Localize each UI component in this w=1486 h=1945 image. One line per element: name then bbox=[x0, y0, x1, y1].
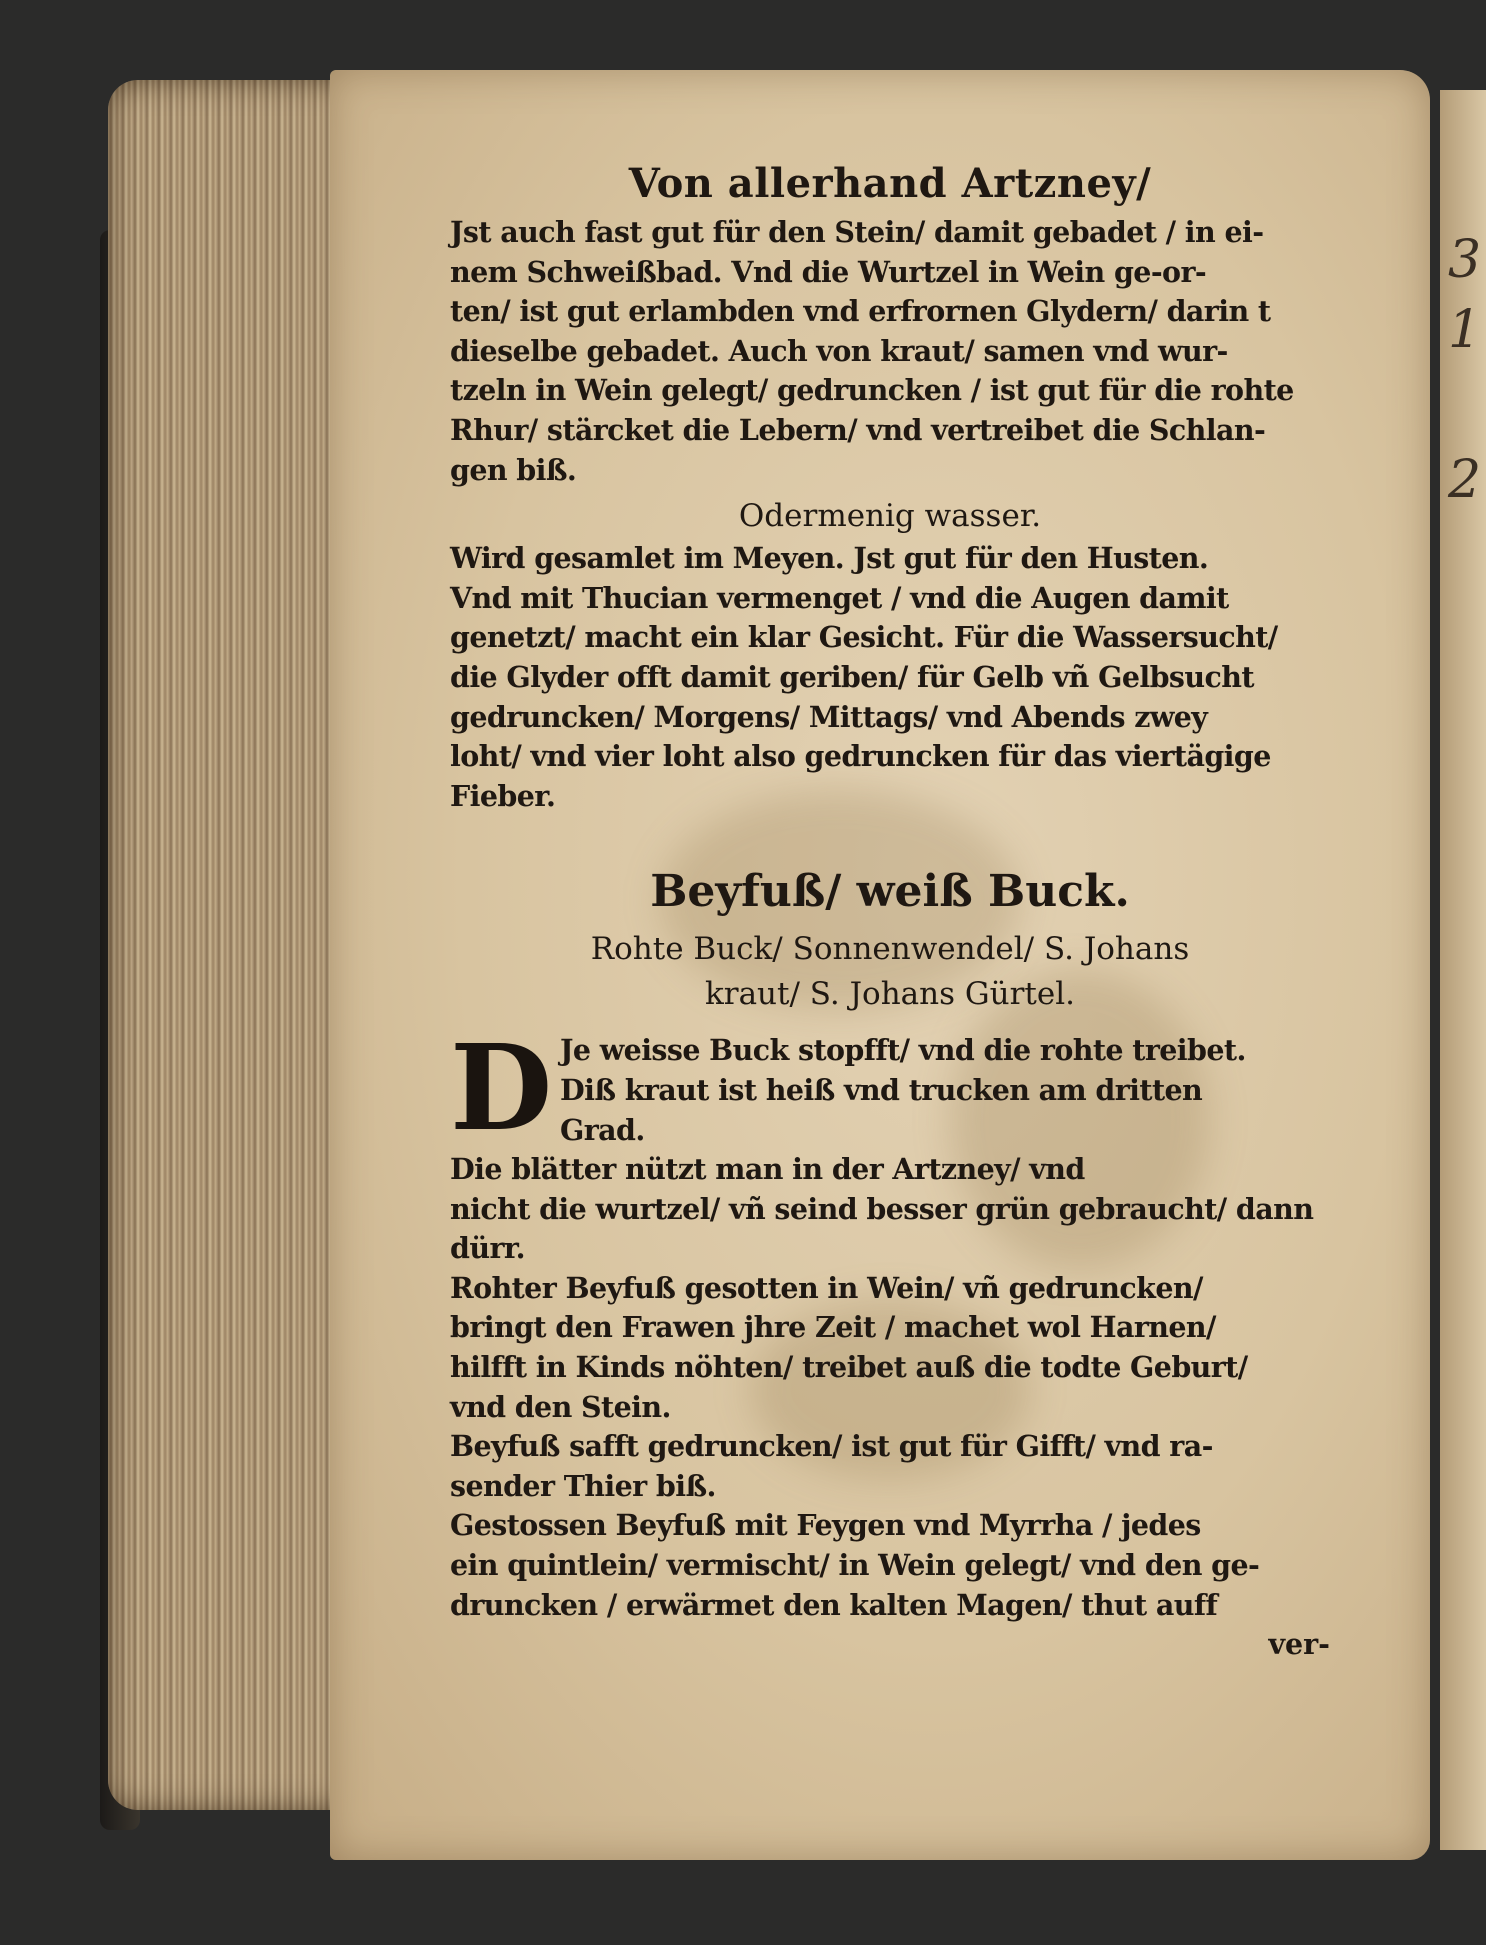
text-line: sender Thier biß. bbox=[450, 1468, 716, 1503]
dropcap-paragraph bbox=[450, 1018, 1330, 1158]
text-line: Grad. bbox=[560, 1112, 645, 1147]
section-3 bbox=[450, 1150, 1330, 1625]
text-line: Rhur/ stärcket die Lebern/ vnd vertreibet die Schlan- bbox=[450, 412, 1266, 447]
text-line: gen biß. bbox=[450, 452, 577, 487]
text-line: vnd den Stein. bbox=[450, 1389, 671, 1424]
text-line: Die blätter nützt man in der Artzney/ vnd bbox=[450, 1152, 1085, 1187]
subheading-odermenig: Odermenig wasser. bbox=[738, 498, 1042, 535]
synonyms-line: kraut/ S. Johans Gürtel. bbox=[704, 976, 1076, 1013]
text-line: Vnd mit Thucian vermenget / vnd die Augen damit bbox=[450, 580, 1229, 615]
drop-cap: D bbox=[450, 1018, 553, 1158]
text-line: Wird gesamlet im Meyen. Jst gut für den Husten. bbox=[450, 541, 1209, 576]
text-line: ein quintlein/ vermischt/ in Wein gelegt/ vnd den ge- bbox=[450, 1548, 1260, 1583]
text-line: ten/ ist gut erlambden vnd erfrornen Glydern/ darin t bbox=[450, 294, 1271, 329]
text-line: nicht die wurtzel/ vñ seind besser grün gebraucht/ dann bbox=[450, 1191, 1314, 1226]
text-line: nem Schweißbad. Vnd die Wurtzel in Wein ge-or- bbox=[450, 254, 1207, 289]
text-line: Jst auch fast gut für den Stein/ damit gebadet / in ei- bbox=[450, 215, 1264, 249]
page-edges bbox=[108, 80, 358, 1810]
text-line: dürr. bbox=[450, 1231, 525, 1266]
running-head: Von allerhand Artzney/ bbox=[628, 160, 1152, 207]
text-line: Fieber. bbox=[450, 778, 556, 813]
catchword: ver- bbox=[1268, 1627, 1330, 1662]
text-line: bringt den Frawen jhre Zeit / machet wol Harnen/ bbox=[450, 1310, 1216, 1345]
text-line: Diß kraut ist heiß vnd trucken am dritten bbox=[560, 1072, 1203, 1107]
text-line: loht/ vnd vier loht also gedruncken für das viertägige bbox=[450, 739, 1271, 774]
text-line: genetzt/ macht ein klar Gesicht. Für die Wassersucht/ bbox=[450, 620, 1278, 655]
text-line: Je weisse Buck stopfft/ vnd die rohte treibet. bbox=[560, 1033, 1246, 1068]
margin-note-3: 2 bbox=[1448, 450, 1482, 510]
text-line: Beyfuß safft gedruncken/ ist gut für Gifft/ vnd ra- bbox=[450, 1429, 1213, 1464]
text-line: die Glyder offt damit geriben/ für Gelb vñ Gelbsucht bbox=[450, 659, 1254, 694]
page-text bbox=[450, 160, 1330, 1665]
text-line: druncken / erwärmet den kalten Magen/ thut auff bbox=[450, 1587, 1218, 1622]
text-line: hilfft in Kinds nöhten/ treibet auß die todte Geburt/ bbox=[450, 1350, 1248, 1385]
section-title: Beyfuß/ weiß Buck. bbox=[650, 866, 1130, 918]
text-line: gedruncken/ Morgens/ Mittags/ vnd Abends zwey bbox=[450, 699, 1208, 734]
text-line: Gestossen Beyfuß mit Feygen vnd Myrrha / jedes bbox=[450, 1508, 1201, 1543]
section-2 bbox=[450, 539, 1330, 816]
text-line: Rohter Beyfuß gesotten in Wein/ vñ gedruncken/ bbox=[450, 1270, 1203, 1305]
synonyms-line: Rohte Buck/ Sonnenwendel/ S. Johans bbox=[590, 931, 1190, 968]
margin-note-1: 3 bbox=[1448, 230, 1482, 290]
margin-note-2: 1 bbox=[1448, 300, 1482, 360]
text-line: tzeln in Wein gelegt/ gedruncken / ist gut für die rohte bbox=[450, 373, 1294, 408]
text-line: dieselbe gebadet. Auch von kraut/ samen vnd wur- bbox=[450, 333, 1228, 368]
section-1 bbox=[450, 213, 1330, 490]
